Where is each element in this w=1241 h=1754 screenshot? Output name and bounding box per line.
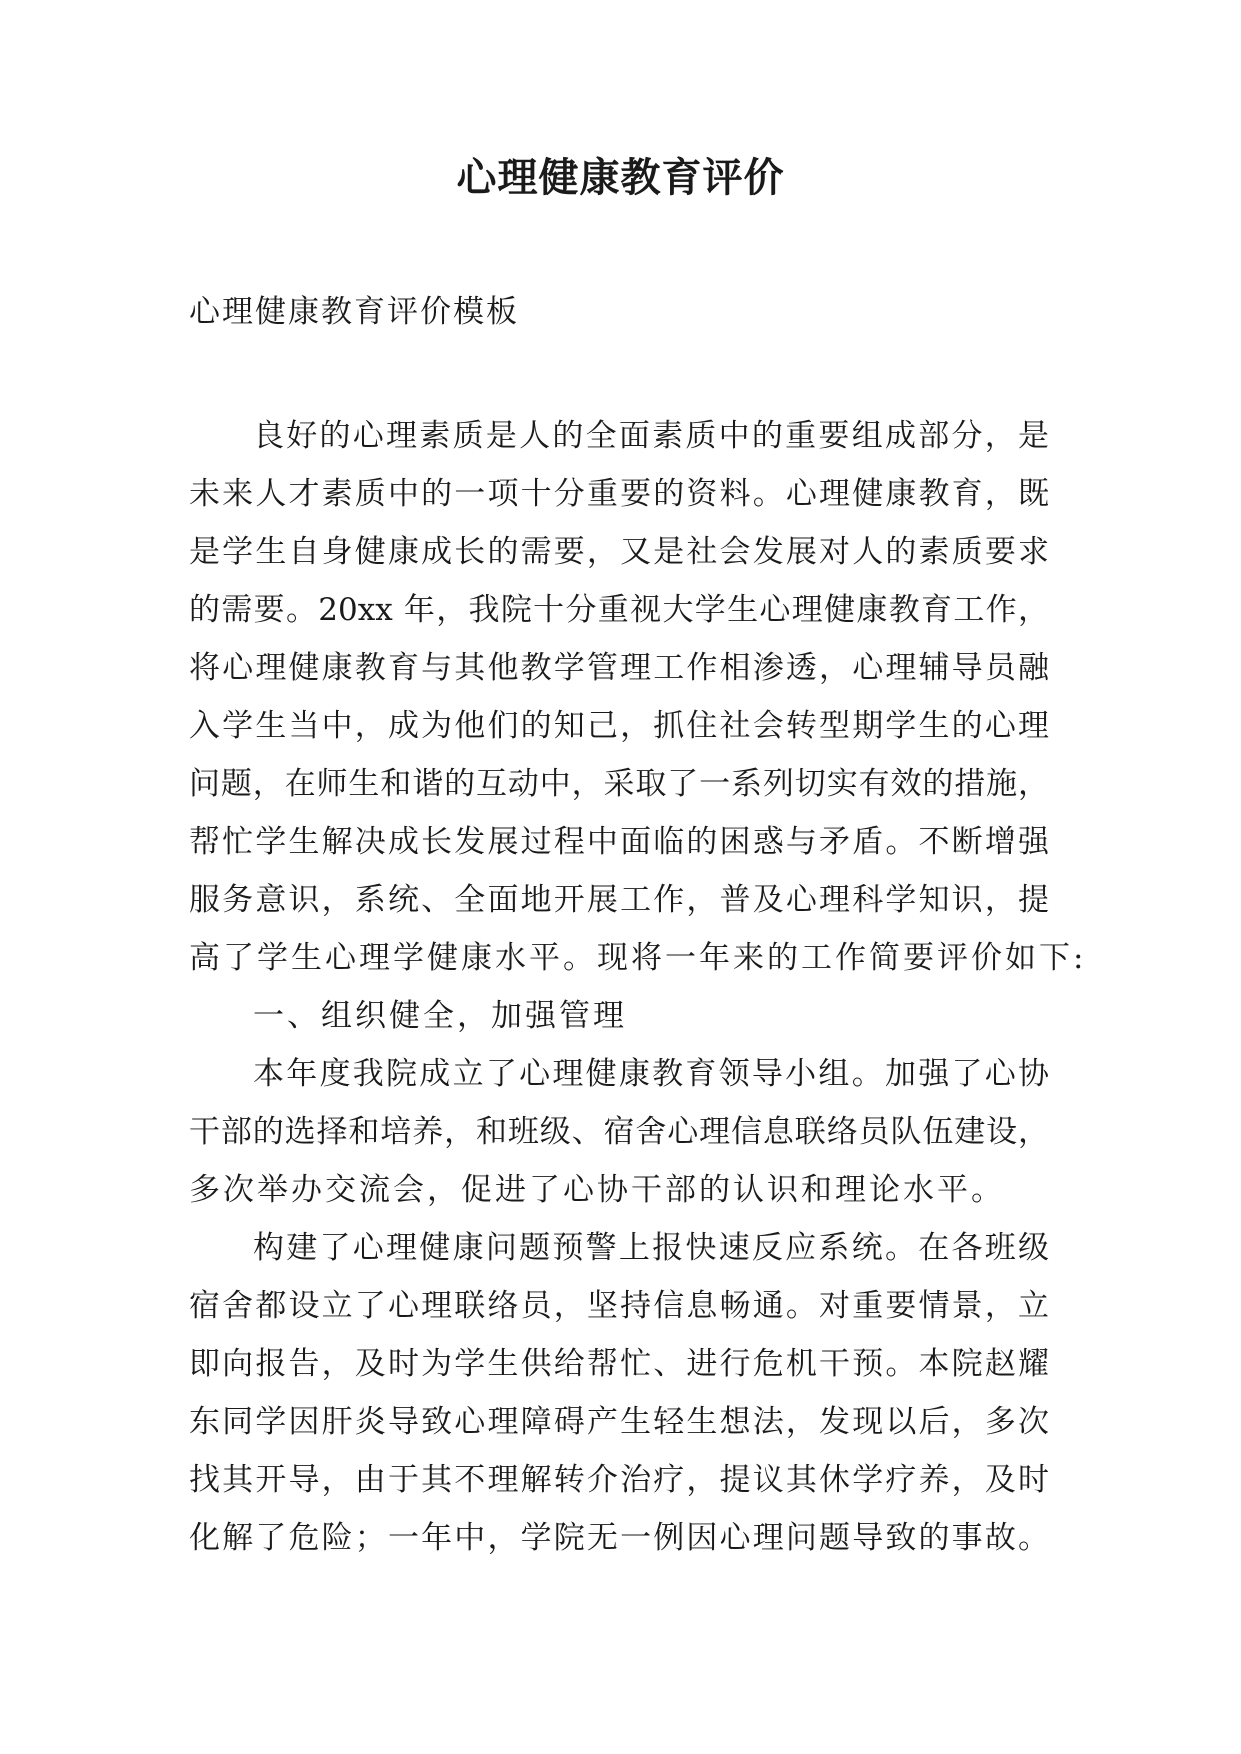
paragraph-line: 良好的心理素质是人的全面素质中的重要组成部分，是 [253,418,1049,454]
paragraph-line: 入学生当中，成为他们的知己，抓住社会转型期学生的心理 [189,708,1049,744]
document-title: 心理健康教育评价 [456,154,785,201]
paragraph-line: 本年度我院成立了心理健康教育领导小组。加强了心协 [253,1056,1049,1092]
paragraph-line: 问题，在师生和谐的互动中，采取了一系列切实有效的措施， [189,766,1049,802]
paragraph-line: 东同学因肝炎导致心理障碍产生轻生想法，发现以后，多次 [189,1404,1049,1440]
paragraph-line: 高了学生心理学健康水平。现将一年来的工作简要评价如下: [189,940,1087,976]
paragraph-line: 未来人才素质中的一项十分重要的资料。心理健康教育，既 [189,476,1049,512]
paragraph-line: 帮忙学生解决成长发展过程中面临的困惑与矛盾。不断增强 [189,824,1049,860]
section-heading: 一、组织健全，加强管理 [253,998,627,1034]
document-subtitle: 心理健康教育评价模板 [189,294,519,330]
paragraph-line: 即向报告，及时为学生供给帮忙、进行危机干预。本院赵耀 [189,1346,1049,1382]
paragraph-line: 构建了心理健康问题预警上报快速反应系统。在各班级 [253,1230,1049,1266]
paragraph-line: 的需要。20xx 年，我院十分重视大学生心理健康教育工作， [189,592,1049,628]
paragraph-line: 宿舍都设立了心理联络员，坚持信息畅通。对重要情景，立 [189,1288,1049,1324]
document-body [189,407,1087,1567]
paragraph-line: 将心理健康教育与其他教学管理工作相渗透，心理辅导员融 [189,650,1049,686]
paragraph-line: 服务意识，系统、全面地开展工作，普及心理科学知识，提 [189,882,1049,918]
paragraph-line: 是学生自身健康成长的需要，又是社会发展对人的素质要求 [189,534,1049,570]
paragraph-line: 干部的选择和培养，和班级、宿舍心理信息联络员队伍建设， [189,1114,1049,1150]
paragraph-line: 找其开导，由于其不理解转介治疗，提议其休学疗养，及时 [189,1462,1049,1498]
paragraph-line: 化解了危险；一年中，学院无一例因心理问题导致的事故。 [189,1520,1049,1556]
paragraph-line: 多次举办交流会，促进了心协干部的认识和理论水平。 [189,1172,1005,1208]
